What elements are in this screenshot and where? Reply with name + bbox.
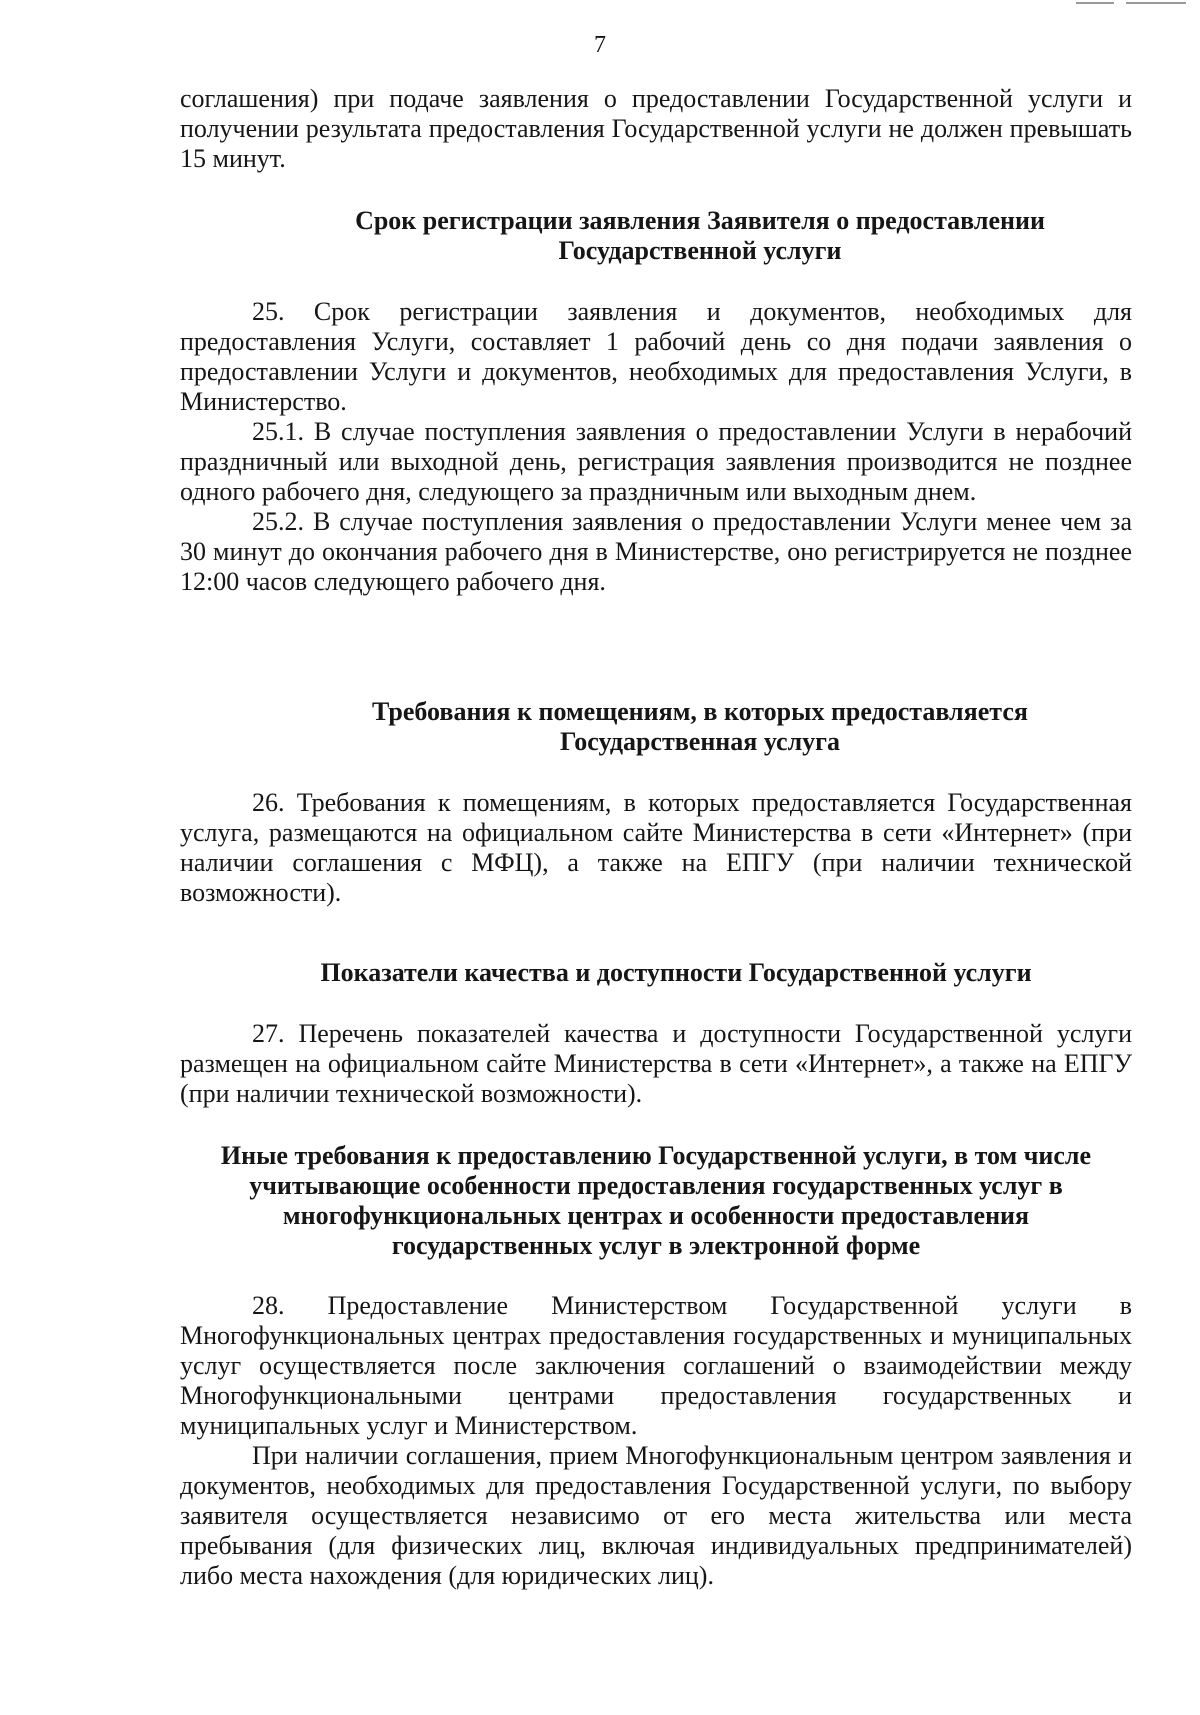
paragraph-25: 25. Срок регистрации заявления и документов, необходимых для предоставления Услуги, составляет 1 рабочий день со дня подачи заявления о предоставлении Услуги и документов, необходимых для предоставления Услуги, в Министерство. <box>180 297 1132 416</box>
heading-other-requirements: Иные требования к предоставлению Государственной услуги, в том числе учитывающие особенности предоставления государственных услуг в многофункциональных центрах и особенности предоставления государственных услуг в электронной форме <box>220 1141 1092 1260</box>
heading-registration-term: Срок регистрации заявления Заявителя о предоставлении Государственной услуги <box>355 206 1045 265</box>
section-registration-body <box>180 297 1132 597</box>
page-number: 7 <box>594 32 606 58</box>
paragraph-26: 26. Требования к помещениям, в которых предоставляется Государственная услуга, размещаются на официальном сайте Министерства в сети «Интернет» (при наличии соглашения с МФЦ), а также на ЕПГУ (при наличии технической возможности). <box>180 788 1132 907</box>
paragraph-25-2: 25.2. В случае поступления заявления о предоставлении Услуги менее чем за 30 минут до окончания рабочего дня в Министерстве, оно регистрируется не позднее 12:00 часов следующего рабочего дня. <box>180 507 1132 596</box>
intro-paragraph-block <box>180 84 1132 174</box>
paragraph-28-continued: При наличии соглашения, прием Многофункциональным центром заявления и документов, необходимых для предоставления Государственной услуги, по выбору заявителя осуществляется независимо от его места жительства или места пребывания (для физических лиц, включая индивидуальных предпринимателей) либо места нахождения (для юридических лиц). <box>180 1441 1132 1590</box>
section-quality-body <box>180 1019 1132 1109</box>
section-premises-body <box>180 788 1132 908</box>
paragraph-27: 27. Перечень показателей качества и доступности Государственной услуги размещен на официальном сайте Министерства в сети «Интернет», а также на ЕПГУ (при наличии технической возможности). <box>180 1019 1132 1108</box>
paragraph-28: 28. Предоставление Министерством Государственной услуги в Многофункциональных центрах предоставления государственных и муниципальных услуг осуществляется после заключения соглашений о взаимодействии между Многофункциональными центрами предоставления государственных и муниципальных услуг и Министерством. <box>180 1291 1132 1440</box>
heading-quality-indicators: Показатели качества и доступности Государственной услуги <box>320 958 1032 987</box>
heading-premises-requirements: Требования к помещениям, в которых предоставляется Государственная услуга <box>372 697 1028 756</box>
intro-paragraph: соглашения) при подаче заявления о предоставлении Государственной услуги и получении результата предоставления Государственной услуги не должен превышать 15 минут. <box>180 84 1132 173</box>
scan-edge-mark <box>1070 0 1200 6</box>
paragraph-25-1: 25.1. В случае поступления заявления о предоставлении Услуги в нерабочий праздничный или выходной день, регистрация заявления производится не позднее одного рабочего дня, следующего за праздничным или выходным днем. <box>180 417 1132 506</box>
section-other-body <box>180 1291 1132 1591</box>
